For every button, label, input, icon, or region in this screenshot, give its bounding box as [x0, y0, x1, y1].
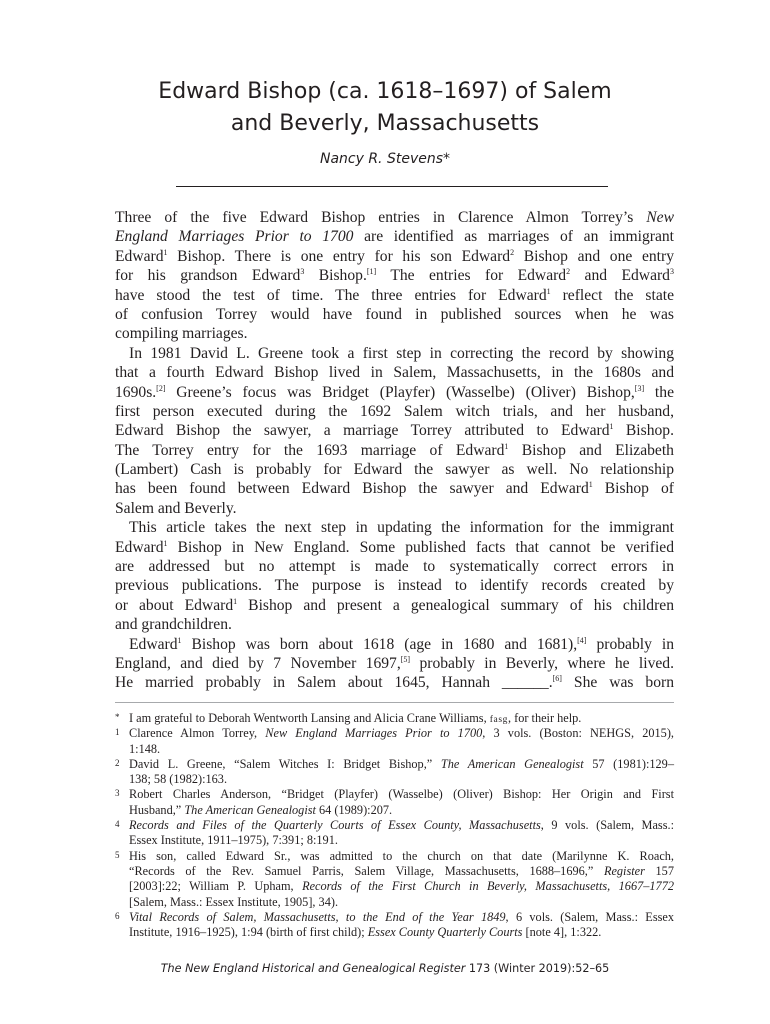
footnote-4 [115, 818, 674, 849]
footnote-5 [115, 849, 674, 910]
footnote-line: “Records of the Rev. Samuel Parris, Salem Village, Massachusetts, 1688–1696,” Register 157 [129, 863, 674, 878]
footnote-2 [115, 757, 674, 788]
footnote-mark: 5 [115, 849, 120, 860]
body-line: Edward$^1$ Bishop. There is one entry for his son Edward$^2$ Bishop and one entry [115, 247, 674, 265]
body-line: and grandchildren. [115, 616, 232, 634]
body-line: has been found between Edward Bishop the sawyer and Edward$^1$ Bishop of [115, 480, 674, 498]
body-line: In 1981 David L. Greene took a first step in correcting the record by showing [129, 344, 674, 362]
footnote-mark: 2 [115, 757, 120, 768]
article-author: Nancy R. Stevens* [319, 151, 451, 167]
footnote-mark: 6 [115, 910, 120, 921]
footnote-line: David L. Greene, “Salem Witches I: Bridget Bishop,” The American Genealogist 57 (1981):129– [129, 756, 674, 771]
body-line: Edward$^1$ Bishop was born about 1618 (age in 1680 and 1681),[4] probably in [129, 635, 674, 653]
footnote-1 [115, 726, 674, 757]
footnotes-divider [115, 702, 674, 703]
footnote-line: Clarence Almon Torrey, New England Marriages Prior to 1700, 3 vols. (Boston: NEHGS, 2015), [129, 726, 675, 741]
body-line: (Lambert) Cash is probably for Edward the sawyer as well. No relationship [115, 461, 674, 479]
footnote-line: 138; 58 (1982):163. [129, 772, 228, 787]
body-line: Salem and Beverly. [115, 499, 237, 517]
footnote-mark: 1 [115, 727, 120, 738]
footnote-6 [115, 910, 674, 941]
title-divider [176, 186, 608, 187]
footnotes [115, 711, 674, 940]
body-line: 1690s.[2] Greene’s focus was Bridget (Playfer) (Wasselbe) (Oliver) Bishop,[3] the [115, 383, 674, 401]
footnote-ref-2[interactable]: [2] [156, 383, 166, 393]
footnote-ref-4[interactable]: [4] [577, 635, 587, 645]
body-line: that a fourth Edward Bishop lived in Salem, Massachusetts, in the 1680s and [115, 364, 674, 382]
body-line: compiling marriages. [115, 325, 248, 343]
body-line: for his grandson Edward$^3$ Bishop.[1] The entries for Edward$^2$ and Edward$^3$ [115, 267, 674, 285]
footnote-line: Institute, 1916–1925), 1:94 (birth of first child); Essex County Quarterly Courts [note 4], 1:322. [129, 925, 602, 940]
body-line: are addressed but no attempt is made to systematically correct errors in [115, 558, 674, 576]
footnote-line: Essex Institute, 1911–1975), 7:391; 8:191. [129, 833, 338, 848]
footnote-ref-1[interactable]: [1] [366, 267, 377, 277]
body-line: of confusion Torrey would have found in published sources when he was [115, 305, 674, 323]
footnote-line: Robert Charles Anderson, “Bridget (Playfer) (Wasselbe) (Oliver) Bishop: Her Origin and First [129, 787, 674, 802]
footnote-acknowledgment [115, 711, 674, 726]
footnote-mark: 4 [115, 819, 120, 830]
body-line: Three of the five Edward Bishop entries in Clarence Almon Torrey’s New [115, 209, 674, 226]
body-line: This article takes the next step in updating the information for the immigrant [129, 519, 674, 537]
footnote-line: Husband,” The American Genealogist 64 (1989):207. [129, 802, 393, 817]
body-line: previous publications. The purpose is instead to identify records created by [115, 577, 674, 595]
footnote-ref-3[interactable]: [3] [634, 383, 645, 393]
body-line: have stood the test of time. The three entries for Edward$^1$ reflect the state [115, 286, 675, 304]
body-line: He married probably in Salem about 1645, Hannah ______.[6] She was born [115, 674, 674, 692]
body-line: Edward$^1$ Bishop in New England. Some published facts that cannot be verified [115, 538, 674, 556]
footnote-line: I am grateful to Deborah Wentworth Lansing and Alicia Crane Williams, fasg, for their help. [129, 711, 582, 725]
body-line: The Torrey entry for the 1693 marriage of Edward$^1$ Bishop and Elizabeth [115, 441, 674, 459]
article-title [100, 76, 670, 140]
article-title-line-1: Edward Bishop (ca. 1618–1697) of Salem [158, 79, 612, 104]
footnote-mark: * [115, 712, 120, 722]
footnote-line: [Salem, Mass.: Essex Institute, 1905], 34). [129, 894, 339, 909]
article-body [115, 208, 674, 693]
footnote-ref-5[interactable]: [5] [400, 654, 411, 664]
footnote-mark: 3 [115, 788, 120, 799]
journal-citation: 173 (Winter 2019):52–65 [465, 962, 610, 975]
footnote-ref-6[interactable]: [6] [552, 674, 562, 684]
footnote-line: His son, called Edward Sr., was admitted to the church on that date (Marilynne K. Roach, [129, 848, 674, 863]
article-title-line-2: and Beverly, Massachusetts [230, 111, 540, 136]
body-line: Edward Bishop the sawyer, a marriage Torrey attributed to Edward$^1$ Bishop. [115, 422, 674, 440]
page-footer [100, 962, 670, 976]
journal-name: The New England Historical and Genealogical Register [160, 962, 466, 975]
footnote-3 [115, 787, 674, 818]
footnote-line: Records and Files of the Quarterly Courts of Essex County, Massachusetts, 9 vols. (Salem, Mass.: [129, 818, 674, 833]
footnote-line: [2003]:22; William P. Upham, Records of the First Church in Beverly, Massachusetts, 1667–1772 [129, 879, 674, 894]
footnote-line: Vital Records of Salem, Massachusetts, to the End of the Year 1849, 6 vols. (Salem, Mass.: Essex [129, 909, 674, 924]
footnote-line: 1:148. [129, 741, 161, 756]
body-line: England Marriages Prior to 1700 are identified as marriages of an immigrant [115, 228, 674, 246]
body-line: first person executed during the 1692 Salem witch trials, and her husband, [115, 402, 674, 420]
body-line: or about Edward$^1$ Bishop and present a genealogical summary of his children [115, 596, 674, 614]
body-line: England, and died by 7 November 1697,[5] probably in Beverly, where he lived. [115, 654, 674, 672]
